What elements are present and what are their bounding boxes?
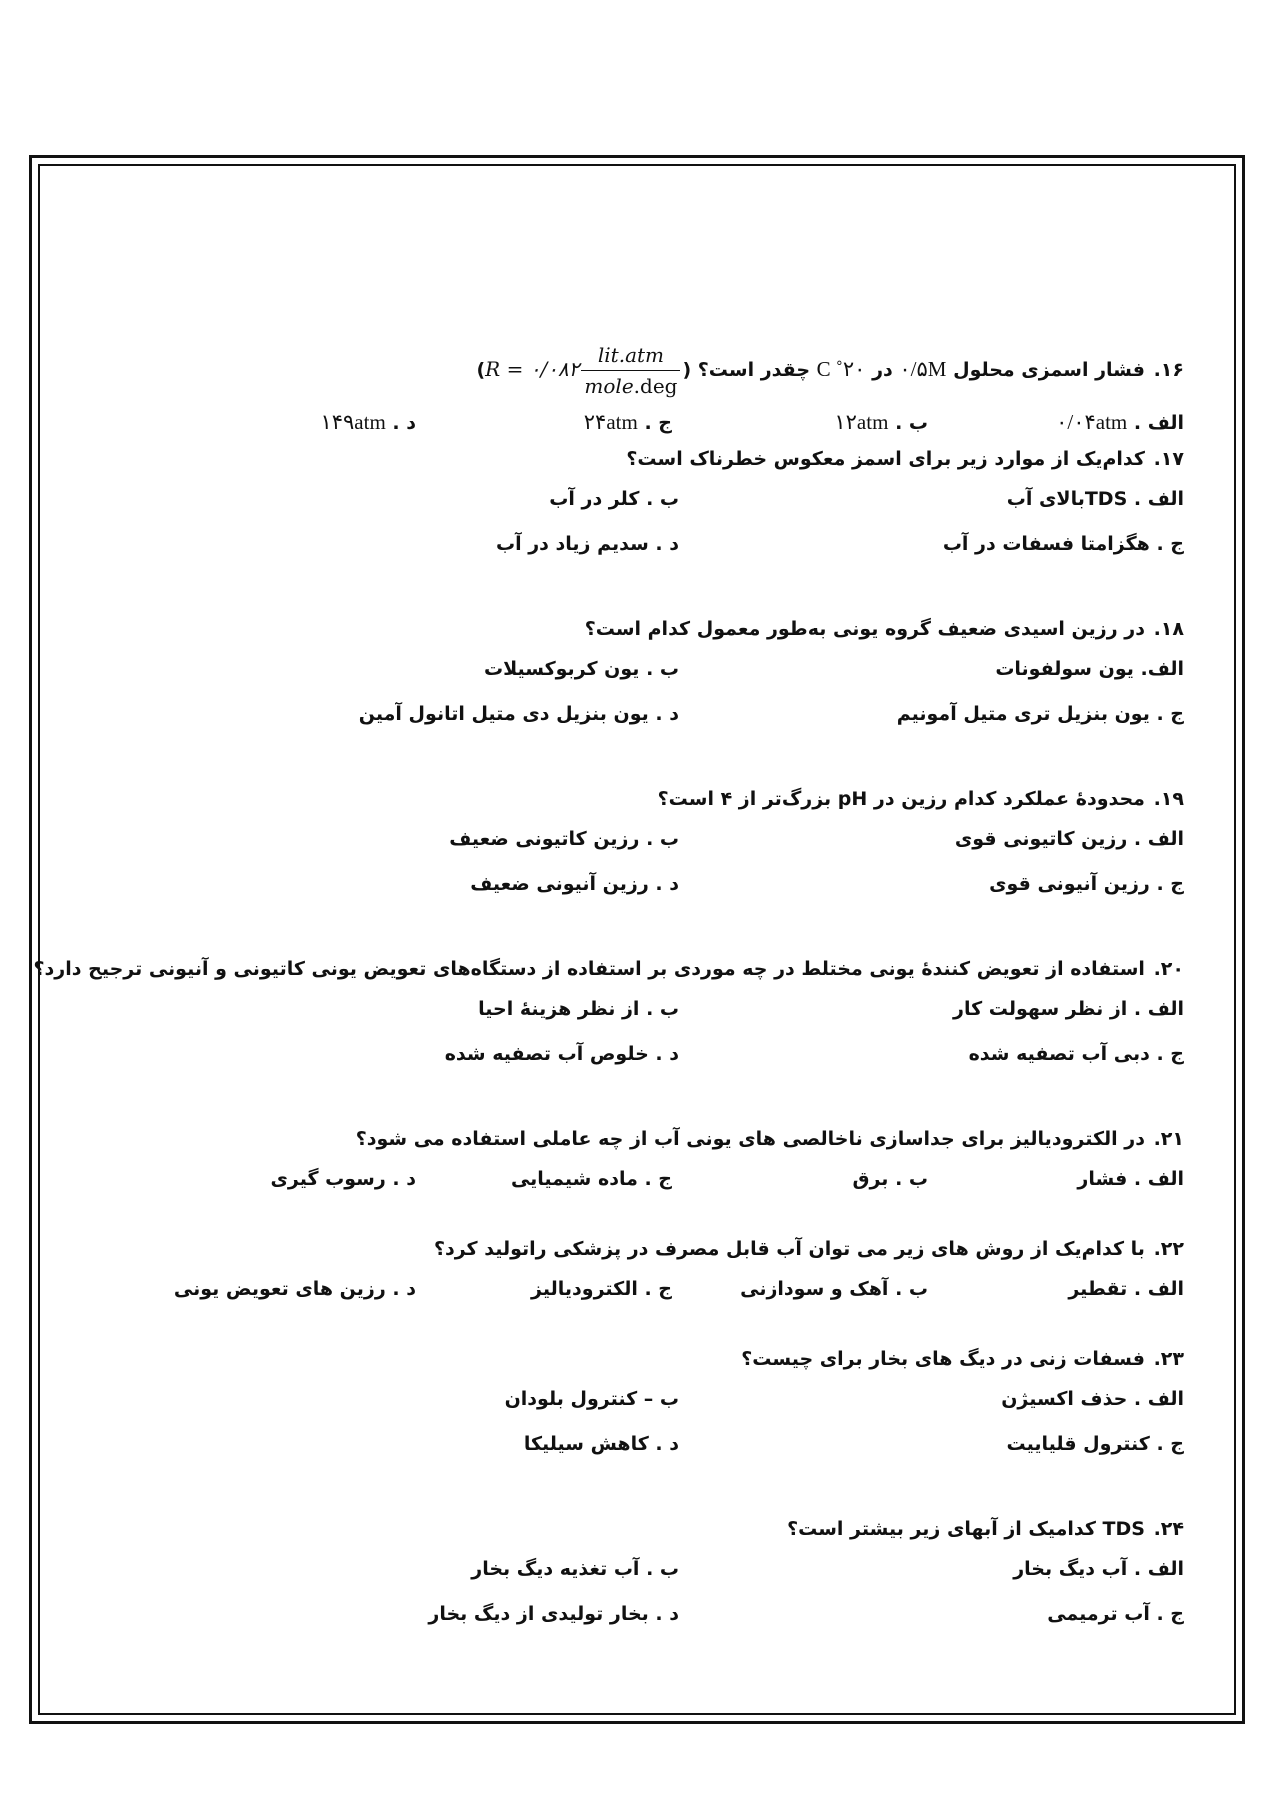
option-c (679, 1039, 1184, 1084)
question-text (33, 954, 1184, 984)
option-b (174, 824, 679, 869)
option-label: ب . (646, 488, 679, 510)
question-number: ۲۴. (1153, 1518, 1184, 1540)
option-label: ب . (646, 998, 679, 1020)
option-label: الف . (1133, 1278, 1184, 1300)
option-value: بخار تولیدی از دیگ بخار (428, 1603, 649, 1625)
option-a (679, 484, 1184, 529)
option-value: کاهش سیلیکا (523, 1433, 649, 1455)
option-label: ج . (1156, 1433, 1184, 1455)
option-b (174, 484, 679, 529)
option-a (679, 824, 1184, 869)
question-22 (80, 1234, 1184, 1304)
question-body: استفاده از تعویض کنندهٔ یونی مختلط در چه موردی بر استفاده از دستگاه‌های تعویض یونی کاتیونی و آنیونی ترجیح دارد؟ (33, 958, 1145, 980)
option-value: ماده شیمیایی (510, 1168, 638, 1190)
option-label: د . (655, 1603, 679, 1625)
option-value: رزین آنیونی قوی (989, 873, 1150, 895)
option-label: ج . (1156, 1603, 1184, 1625)
option-d (160, 1164, 416, 1194)
option-value: TDSبالای آب (1006, 488, 1128, 510)
option-value: از نظر سهولت کار (953, 998, 1128, 1020)
question-number: ۱۸. (1153, 618, 1184, 640)
option-value: ۲۴atm (583, 410, 638, 434)
option-label: ب . (646, 1558, 679, 1580)
option-value: یون سولفونات (995, 658, 1134, 680)
question-17 (80, 444, 1184, 574)
option-label: الف . (1133, 1168, 1184, 1190)
question-text-part: چقدر است؟ ( (682, 359, 817, 381)
option-value: خلوص آب تصفیه شده (444, 1043, 649, 1065)
option-label: ب . (895, 1168, 928, 1190)
option-value: رسوب گیری (270, 1168, 386, 1190)
formula-denominator-rest: .deg (633, 374, 678, 398)
question-number: ۲۳. (1153, 1348, 1184, 1370)
question-body: با کدام‌یک از روش های زیر می توان آب قابل مصرف در پزشکی راتولید کرد؟ (433, 1238, 1145, 1260)
question-20 (33, 954, 1184, 1084)
option-value: هگزامتا فسفات در آب (942, 533, 1150, 555)
question-text (80, 784, 1184, 814)
option-c (416, 407, 672, 438)
option-label: د . (392, 1278, 416, 1300)
option-c (679, 869, 1184, 914)
option-a (928, 1164, 1184, 1194)
question-24 (80, 1514, 1184, 1644)
option-value: رزین کاتیونی قوی (954, 828, 1128, 850)
question-body: در الکترودیالیز برای جداسازی ناخالصی های یونی آب از چه عاملی استفاده می شود؟ (355, 1128, 1145, 1150)
option-value: رزین های تعویض یونی (173, 1278, 386, 1300)
option-c (679, 529, 1184, 574)
question-number: ۱۹. (1153, 788, 1184, 810)
option-d (174, 529, 679, 574)
option-value: کنترول قلیاییت (1006, 1433, 1150, 1455)
option-label: د . (655, 1043, 679, 1065)
option-d (160, 1274, 416, 1304)
option-c (416, 1274, 672, 1304)
options-list (80, 407, 1184, 438)
option-value: دبی آب تصفیه شده (968, 1043, 1150, 1065)
option-label: الف . (1133, 488, 1184, 510)
formula-denominator (581, 371, 680, 401)
option-value: حذف اکسیژن (1001, 1388, 1128, 1410)
question-body: فسفات زنی در دیگ های بخار برای چیست؟ (741, 1348, 1145, 1370)
option-value: آهک و سودازنی (740, 1278, 889, 1300)
option-label: الف . (1133, 828, 1184, 850)
question-text (80, 614, 1184, 644)
question-number: ۲۰. (1153, 958, 1184, 980)
temperature-value: ۲۰˚ C (816, 357, 866, 381)
question-text-part: ) (476, 359, 486, 381)
option-d (174, 1039, 679, 1084)
option-d (174, 699, 679, 744)
question-number: ۱۶. (1153, 359, 1184, 381)
question-16 (80, 340, 1184, 438)
options-list (80, 1554, 1184, 1644)
option-d (174, 869, 679, 914)
options-list (80, 1164, 1184, 1194)
option-a (679, 654, 1184, 699)
question-23 (80, 1344, 1184, 1474)
option-label: الف . (1133, 1388, 1184, 1410)
question-21 (80, 1124, 1184, 1194)
options-list (80, 1274, 1184, 1304)
option-value: فشار (1077, 1168, 1128, 1190)
option-label: ب . (895, 1278, 928, 1300)
option-label: الف . (1133, 998, 1184, 1020)
question-text (80, 340, 1184, 401)
option-label: د . (655, 533, 679, 555)
formula-denominator-italic: mole (584, 374, 634, 398)
option-label: ج . (644, 1168, 672, 1190)
option-label: الف . (1133, 412, 1184, 434)
exam-questions (33, 340, 1184, 1684)
question-body: کدام‌یک از موارد زیر برای اسمز معکوس خطرناک است؟ (626, 448, 1145, 470)
option-label: ج . (1156, 873, 1184, 895)
option-b (672, 1274, 928, 1304)
option-value: رزین کاتیونی ضعیف (449, 828, 640, 850)
option-label: د . (392, 412, 416, 434)
options-list (80, 824, 1184, 914)
option-label: د . (392, 1168, 416, 1190)
option-value: رزین آنیونی ضعیف (470, 873, 649, 895)
question-text (80, 1344, 1184, 1374)
option-d (174, 1599, 679, 1644)
option-a (928, 407, 1184, 438)
option-b (672, 1164, 928, 1194)
question-18 (80, 614, 1184, 744)
formula-fraction (581, 340, 680, 401)
options-list (80, 484, 1184, 574)
options-list (80, 994, 1184, 1084)
option-value: سدیم زیاد در آب (495, 533, 649, 555)
formula-lhs: R = ۰/۰۸۲ (485, 357, 580, 381)
option-d (160, 407, 416, 438)
question-number: ۲۲. (1153, 1238, 1184, 1260)
option-value: الکترودیالیز (531, 1278, 638, 1300)
question-text-part: در (865, 359, 900, 381)
option-b (672, 407, 928, 438)
gas-constant-formula (485, 340, 682, 401)
option-value: کنترول بلودان (504, 1388, 638, 1410)
concentration-value: ۰/۵M (899, 357, 947, 381)
option-label: ج . (1156, 1043, 1184, 1065)
option-c (679, 699, 1184, 744)
question-number: ۲۱. (1153, 1128, 1184, 1150)
question-number: ۱۷. (1153, 448, 1184, 470)
option-a (679, 994, 1184, 1039)
option-value: تقطیر (1068, 1278, 1128, 1300)
option-value: یون بنزیل تری متیل آمونیم (896, 703, 1150, 725)
option-d (174, 1429, 679, 1474)
question-text (80, 1514, 1184, 1544)
option-a (928, 1274, 1184, 1304)
option-value: ۱۴۹atm (320, 410, 386, 434)
option-label: د . (655, 703, 679, 725)
option-value: آب تغذیه دیگ بخار (471, 1558, 640, 1580)
option-label: ج . (644, 412, 672, 434)
question-body: در رزین اسیدی ضعیف گروه یونی به‌طور معمول کدام است؟ (584, 618, 1145, 640)
option-value: آب دیگ بخار (1013, 1558, 1128, 1580)
option-b (174, 994, 679, 1039)
option-label: الف. (1140, 658, 1184, 680)
question-body: TDS کدامیک از آبهای زیر بیشتر است؟ (787, 1518, 1145, 1540)
option-label: ج . (1156, 703, 1184, 725)
option-b (174, 1384, 679, 1429)
question-text-part: فشار اسمزی محلول (946, 359, 1145, 381)
question-body: محدودهٔ عملکرد کدام رزین در pH بزرگ‌تر از ۴ است؟ (657, 788, 1145, 810)
option-value: آب ترمیمی (1047, 1603, 1150, 1625)
option-label: ب . (646, 658, 679, 680)
option-b (174, 654, 679, 699)
option-a (679, 1384, 1184, 1429)
option-c (416, 1164, 672, 1194)
options-list (80, 1384, 1184, 1474)
option-label: د . (655, 1433, 679, 1455)
option-value: ۱۲atm (834, 410, 889, 434)
option-label: ج . (1156, 533, 1184, 555)
formula-numerator: lit.atm (581, 340, 680, 371)
option-value: یون کربوکسیلات (483, 658, 640, 680)
option-c (679, 1599, 1184, 1644)
option-label: ج . (644, 1278, 672, 1300)
question-text (80, 444, 1184, 474)
option-a (679, 1554, 1184, 1599)
option-b (174, 1554, 679, 1599)
option-label: ب – (643, 1388, 679, 1410)
question-text (80, 1234, 1184, 1264)
question-19 (80, 784, 1184, 914)
option-label: ب . (895, 412, 928, 434)
option-value: ۰/۰۴atm (1056, 410, 1128, 434)
option-value: یون بنزیل دی متیل اتانول آمین (358, 703, 649, 725)
option-label: د . (655, 873, 679, 895)
option-label: ب . (646, 828, 679, 850)
option-c (679, 1429, 1184, 1474)
option-label: الف . (1133, 1558, 1184, 1580)
option-value: از نظر هزینهٔ احیا (478, 998, 640, 1020)
options-list (80, 654, 1184, 744)
question-text (80, 1124, 1184, 1154)
option-value: برق (852, 1168, 889, 1190)
option-value: کلر در آب (549, 488, 640, 510)
